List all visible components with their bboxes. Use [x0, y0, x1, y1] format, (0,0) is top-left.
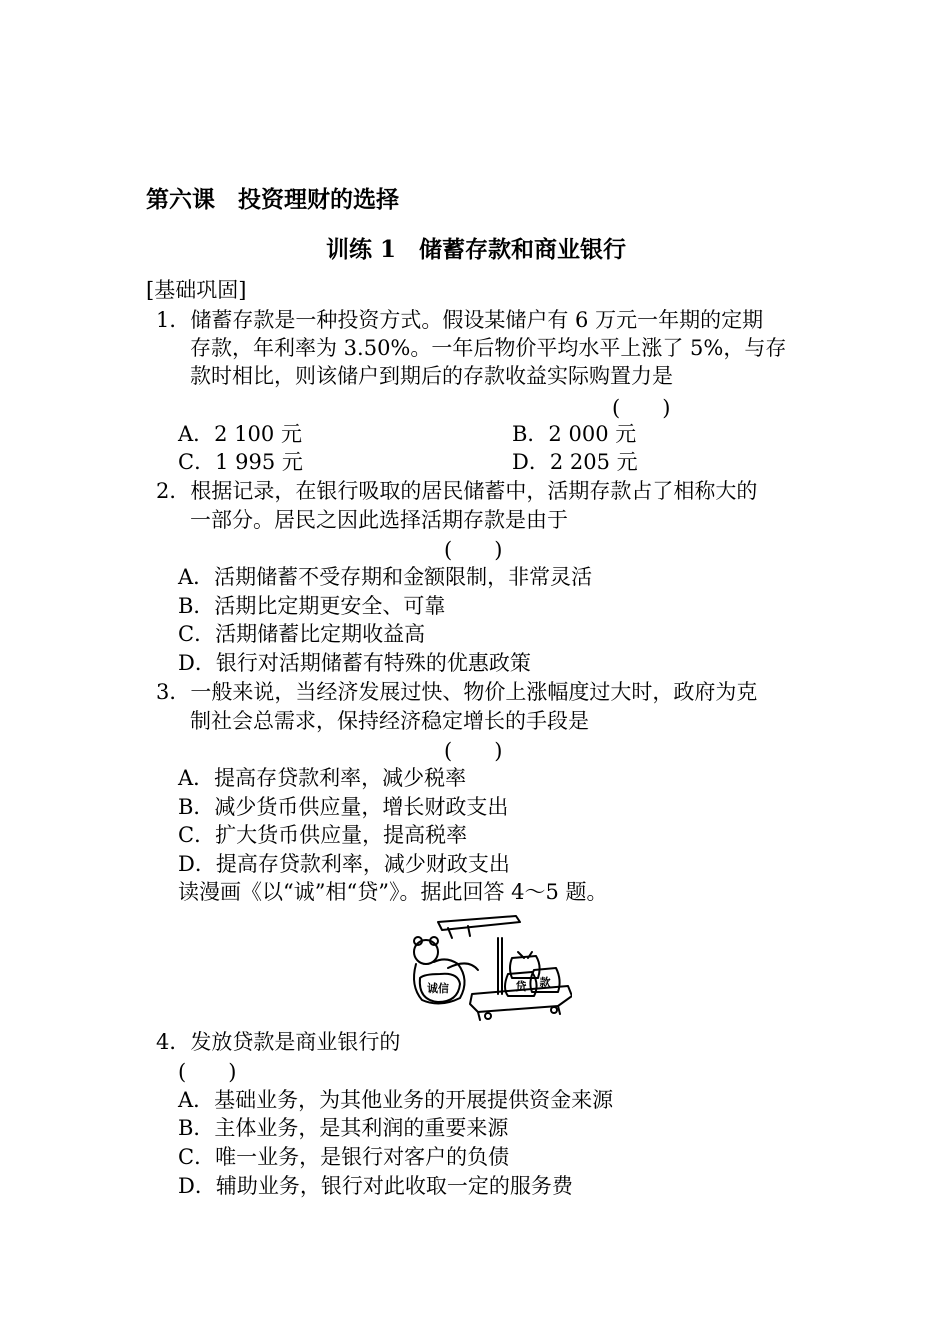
- option-c: C．活期储蓄比定期收益高: [178, 622, 426, 646]
- question-line: 制社会总需求，保持经济稳定增长的手段是: [190, 709, 589, 733]
- training-title: 训练 1 储蓄存款和商业银行: [326, 236, 627, 263]
- answer-bracket: ( ): [444, 739, 503, 763]
- question-line: 一部分。居民之因此选择活期存款是由于: [190, 508, 568, 532]
- option-a: A．基础业务，为其他业务的开展提供资金来源: [178, 1088, 614, 1112]
- question-line: 1．储蓄存款是一种投资方式。假设某储户有 6 万元一年期的定期: [156, 308, 764, 332]
- option-d: D．提高存贷款利率，减少财政支出: [178, 852, 510, 876]
- option-b: B．2 000 元: [512, 422, 637, 446]
- answer-bracket: ( ): [444, 538, 503, 562]
- option-d: D．2 205 元: [512, 450, 638, 474]
- option-b: B．活期比定期更安全、可靠: [178, 594, 446, 618]
- option-a: A．活期储蓄不受存期和金额限制，非常灵活: [178, 565, 593, 589]
- option-b: B．减少货币供应量，增长财政支出: [178, 795, 509, 819]
- comic-bag-right-top: 贷: [515, 980, 527, 993]
- section-label: [基础巩固]: [146, 278, 247, 302]
- comic-illustration: [408, 908, 572, 1026]
- answer-bracket: ( ): [178, 1060, 237, 1084]
- comic-bag-right-bottom: 款: [539, 976, 551, 989]
- option-a: A．提高存贷款利率，减少税率: [178, 766, 467, 790]
- question-line: 4．发放贷款是商业银行的: [156, 1030, 401, 1054]
- answer-bracket: ( ): [612, 396, 671, 420]
- comic-bag-left: 诚信: [427, 982, 449, 995]
- option-a: A．2 100 元: [178, 422, 302, 446]
- question-line: 款时相比，则该储户到期后的存款收益实际购置力是: [190, 364, 673, 388]
- option-b: B．主体业务，是其利润的重要来源: [178, 1116, 509, 1140]
- question-line: 2．根据记录，在银行吸取的居民储蓄中，活期存款占了相称大的: [156, 479, 758, 503]
- question-line: 存款，年利率为 3.50%。一年后物价平均水平上涨了 5%，与存: [190, 336, 787, 360]
- option-d: D．辅助业务，银行对此收取一定的服务费: [178, 1174, 573, 1198]
- option-c: C．1 995 元: [178, 450, 303, 474]
- question-line: 3．一般来说，当经济发展过快、物价上涨幅度过大时，政府为克: [156, 680, 758, 704]
- option-c: C．扩大货币供应量，提高税率: [178, 823, 468, 847]
- option-d: D．银行对活期储蓄有特殊的优惠政策: [178, 651, 531, 675]
- lesson-title: 第六课 投资理财的选择: [146, 186, 399, 213]
- comic-intro: 读漫画《以“诚”相“贷”》。据此回答 4～5 题。: [178, 880, 608, 904]
- option-c: C．唯一业务，是银行对客户的负债: [178, 1145, 510, 1169]
